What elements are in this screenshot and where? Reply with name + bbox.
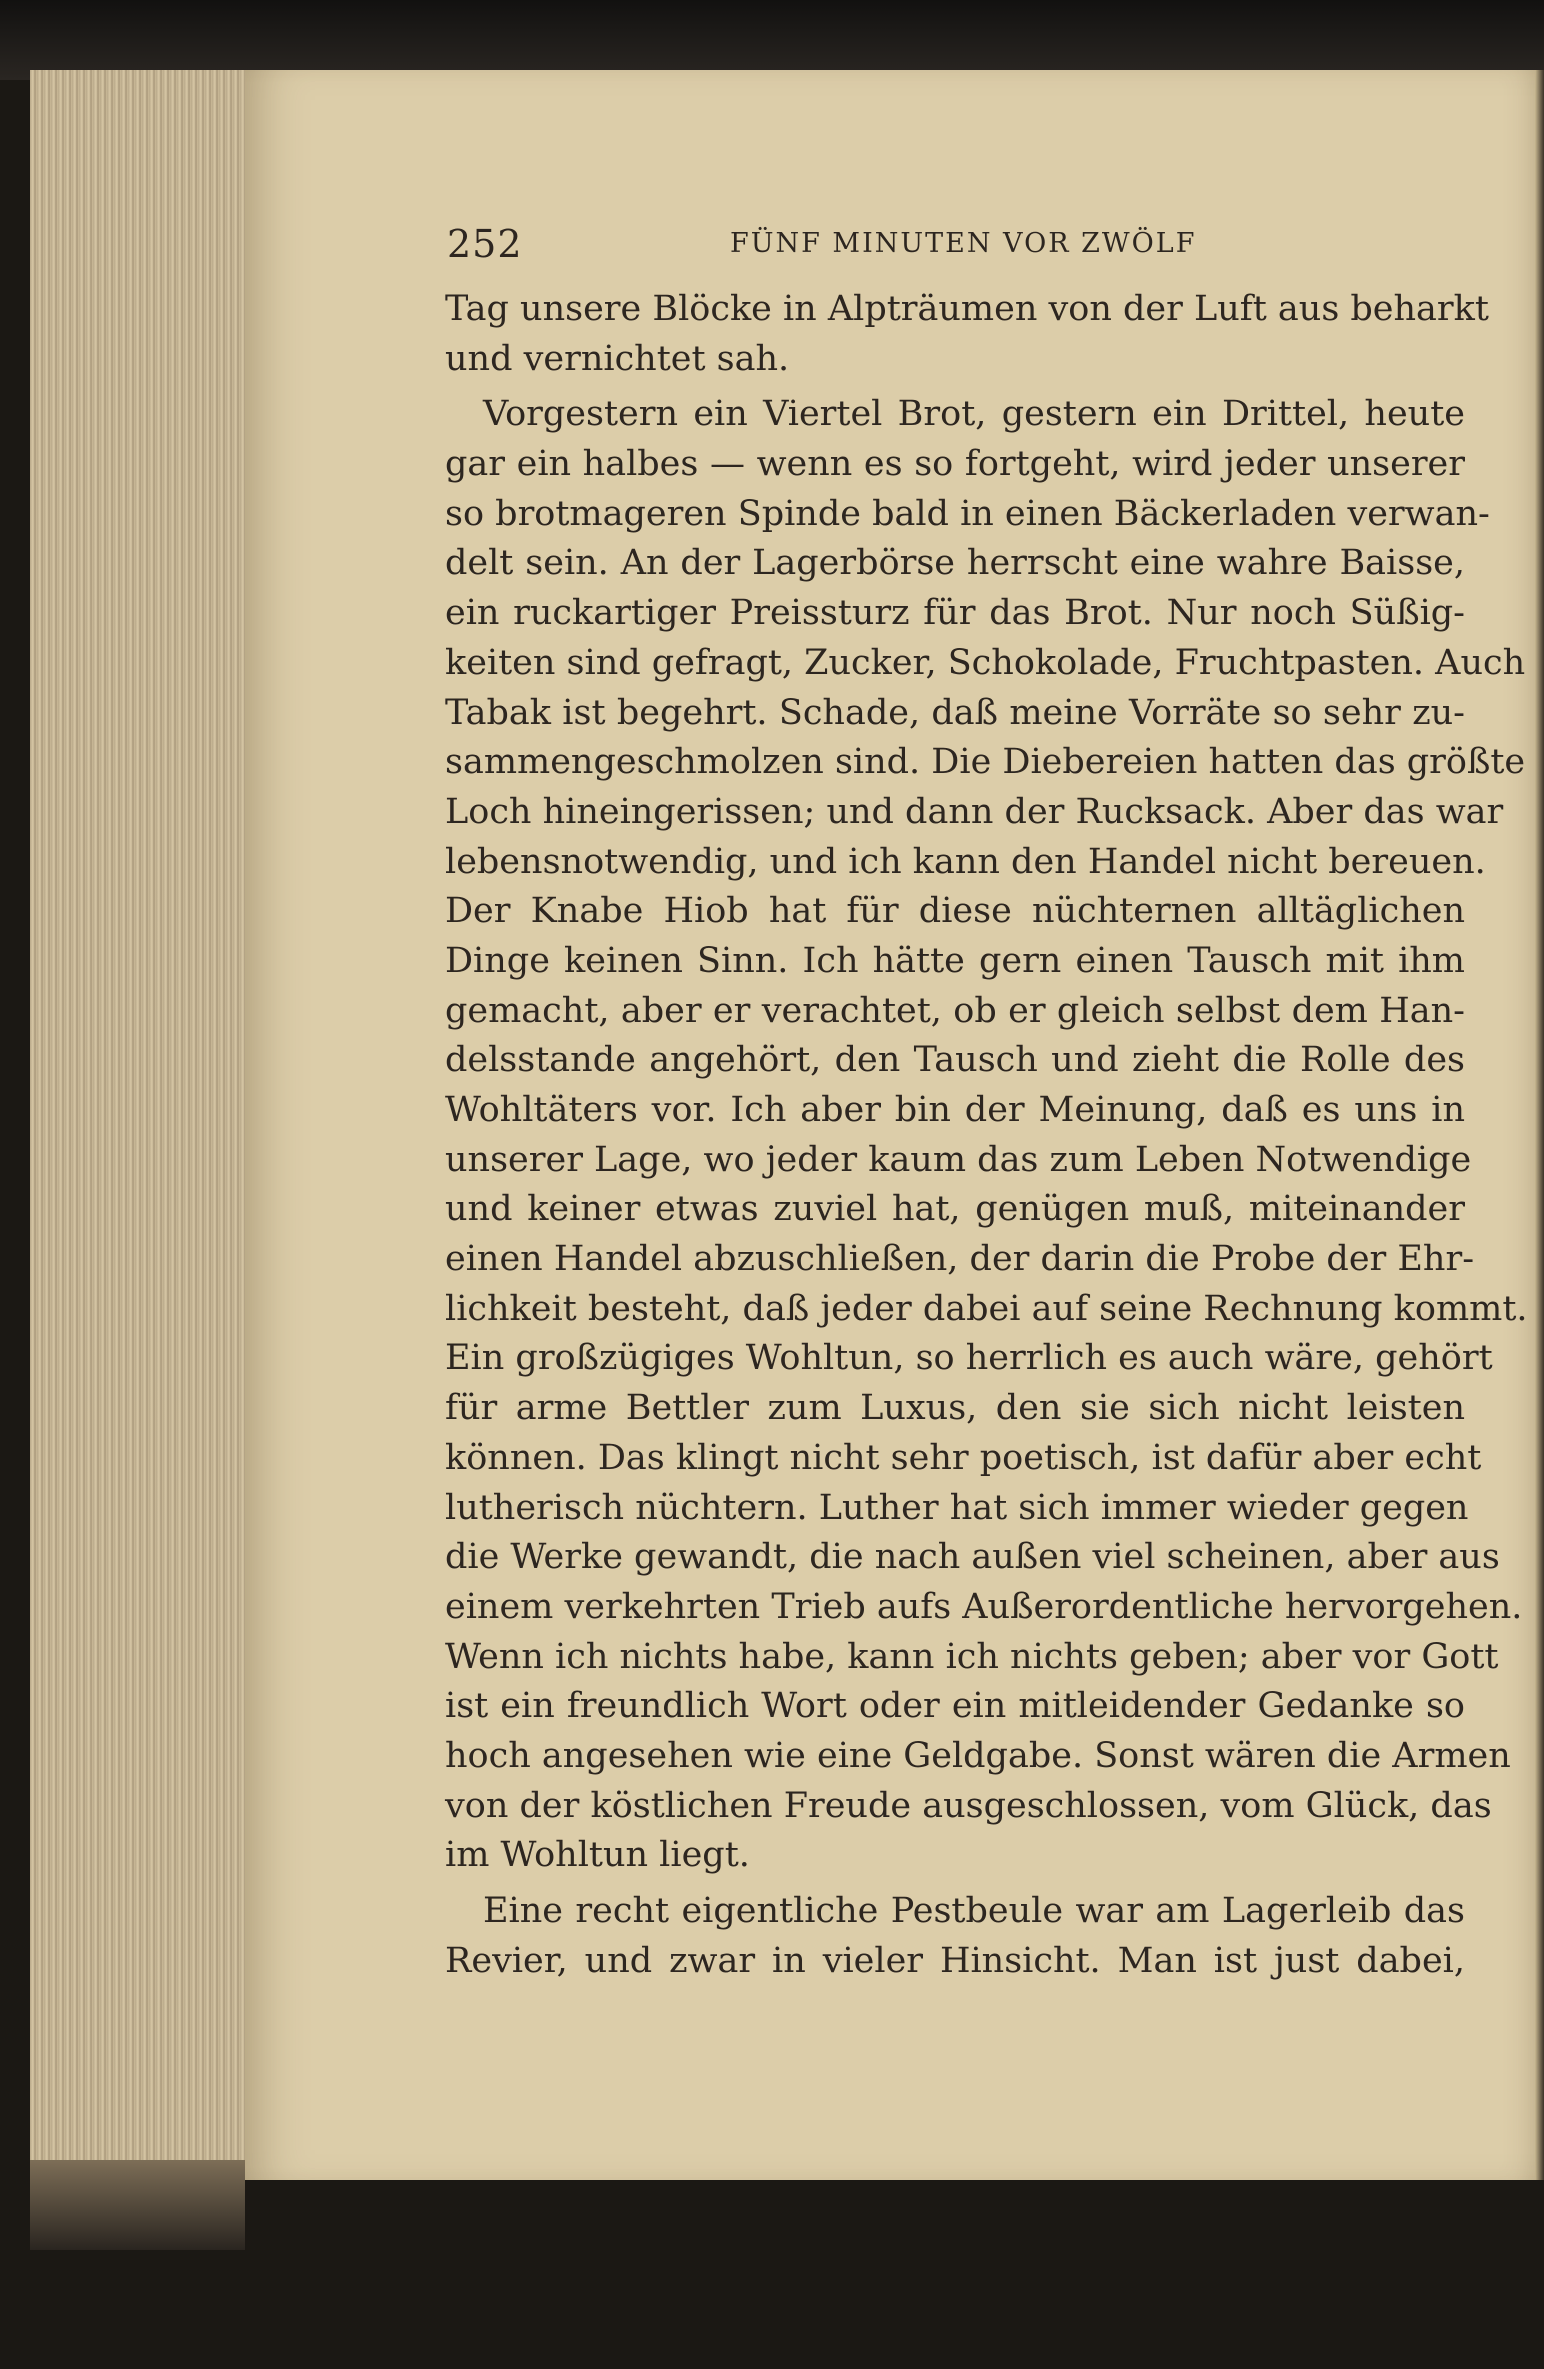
text-line: Ein großzügiges Wohltun, so herrlich es auch wäre, gehört bbox=[445, 1338, 1493, 1379]
text-line: Wohltäters vor. Ich aber bin der Meinung, daß es uns in bbox=[445, 1090, 1465, 1130]
text-line: hoch angesehen wie eine Geldgabe. Sonst wären die Armen bbox=[445, 1735, 1511, 1776]
page-stack-edge bbox=[30, 70, 246, 2160]
text-line: Der Knabe Hiob hat für diese nüchternen alltäglichen bbox=[445, 891, 1465, 932]
text-line: gemacht, aber er verachtet, ob er gleich selbst dem Han- bbox=[445, 990, 1465, 1031]
text-line: Eine recht eigentliche Pestbeule war am Lagerleib das bbox=[483, 1891, 1465, 1931]
text-line: delsstande angehört, den Tausch und zieht die Rolle des bbox=[445, 1040, 1465, 1081]
text-line: für arme Bettler zum Luxus, den sie sich nicht leisten bbox=[445, 1388, 1465, 1429]
text-line: und keiner etwas zuviel hat, genügen muß, miteinander bbox=[445, 1189, 1465, 1230]
text-line: können. Das klingt nicht sehr poetisch, ist dafür aber echt bbox=[445, 1437, 1482, 1478]
text-line: lichkeit besteht, daß jeder dabei auf seine Rechnung kommt. bbox=[445, 1288, 1528, 1329]
page-right-edge bbox=[1535, 70, 1544, 2180]
text-line: Wenn ich nichts habe, kann ich nichts geben; aber vor Gott bbox=[445, 1636, 1499, 1677]
text-line: Tabak ist begehrt. Schade, daß meine Vorräte so sehr zu- bbox=[445, 692, 1465, 733]
text-line: Revier, und zwar in vieler Hinsicht. Man ist just dabei, bbox=[445, 1940, 1465, 1981]
text-line: ist ein freundlich Wort oder ein mitleidender Gedanke so bbox=[445, 1686, 1465, 1727]
text-line: Dinge keinen Sinn. Ich hätte gern einen Tausch mit ihm bbox=[445, 940, 1465, 981]
text-line: Loch hineingerissen; und dann der Rucksack. Aber das war bbox=[445, 791, 1504, 832]
text-line: von der köstlichen Freude ausgeschlossen, vom Glück, das bbox=[445, 1785, 1492, 1826]
text-line: die Werke gewandt, die nach außen viel scheinen, aber aus bbox=[445, 1537, 1500, 1578]
text-line: ein ruckartiger Preissturz für das Brot. Nur noch Süßig- bbox=[445, 593, 1465, 634]
body-text bbox=[445, 285, 1528, 1986]
text-line: lebensnotwendig, und ich kann den Handel nicht bereuen. bbox=[445, 841, 1486, 882]
page-number: 252 bbox=[447, 222, 523, 266]
text-line: keiten sind gefragt, Zucker, Schokolade, Fruchtpasten. Auch bbox=[445, 642, 1526, 683]
background-top bbox=[0, 0, 1544, 80]
text-line: im Wohltun liegt. bbox=[445, 1835, 750, 1876]
text-line: delt sein. An der Lagerbörse herrscht eine wahre Baisse, bbox=[445, 543, 1465, 584]
text-line: einem verkehrten Trieb aufs Außerordentliche hervorgehen. bbox=[445, 1586, 1523, 1627]
text-line: so brotmageren Spinde bald in einen Bäckerladen verwan- bbox=[445, 493, 1490, 534]
text-line: und vernichtet sah. bbox=[445, 338, 790, 379]
text-line: Tag unsere Blöcke in Alpträumen von der Luft aus beharkt bbox=[445, 289, 1489, 329]
text-line: sammengeschmolzen sind. Die Diebereien hatten das größte bbox=[445, 742, 1526, 783]
page-header bbox=[447, 222, 1487, 272]
running-head: FÜNF MINUTEN VOR ZWÖLF bbox=[730, 228, 1197, 259]
text-line: unserer Lage, wo jeder kaum das zum Leben Notwendige bbox=[445, 1139, 1472, 1180]
text-line: einen Handel abzuschließen, der darin die Probe der Ehr- bbox=[445, 1239, 1475, 1280]
text-line: gar ein halbes — wenn es so fortgeht, wird jeder unserer bbox=[445, 444, 1465, 485]
text-line: Vorgestern ein Viertel Brot, gestern ein Drittel, heute bbox=[483, 394, 1465, 435]
text-line: lutherisch nüchtern. Luther hat sich immer wieder gegen bbox=[445, 1487, 1469, 1528]
page-stack-shadow bbox=[30, 2160, 245, 2250]
